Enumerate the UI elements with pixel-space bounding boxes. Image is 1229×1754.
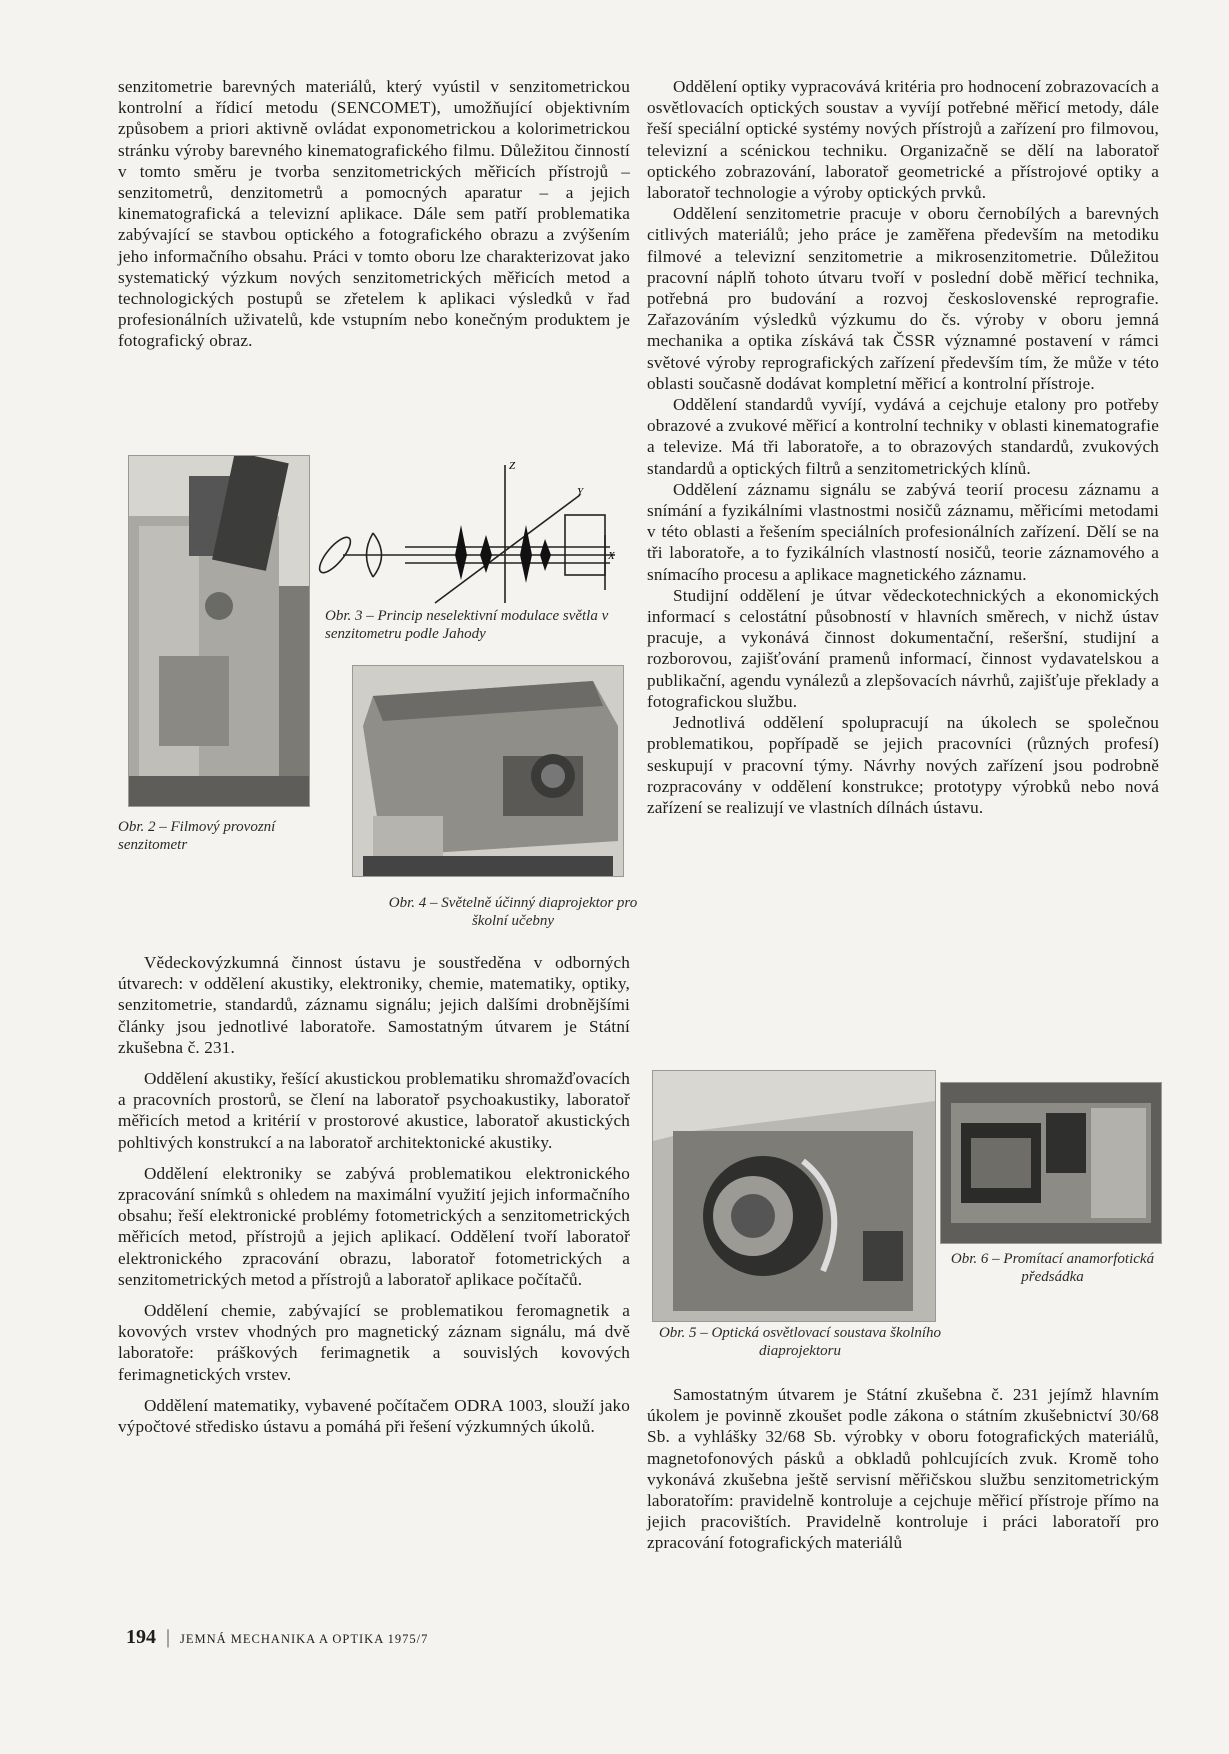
journal-title: JEMNÁ MECHANIKA A OPTIKA 1975/7 (180, 1632, 429, 1646)
left-column-top (118, 76, 630, 352)
axis-z-label: Z (509, 460, 516, 472)
figure-3-caption: Obr. 3 – Princip neselektivní modulace světla v senzitometru podle Jahody (325, 608, 609, 642)
axis-x-label: X (608, 550, 615, 562)
figure-5-photo (652, 1070, 936, 1322)
paragraph-signal-recording: Oddělení záznamu signálu se zabývá teorií procesu záznamu a snímání a fyzikálními vlastnostmi nosičů záznamu, měřicími metodami v této oblasti a řešením speciálních profesionálních zařízení. Dělí se na tři laboratoře, a to fyzikálních vlastností nosičů, teorie záznamového a snímacího procesu a aplikace magnetického záznamu. (647, 479, 1159, 584)
figure-3-diagram (315, 455, 620, 605)
paragraph-mathematics: Oddělení matematiky, vybavené počítačem ODRA 1003, slouží jako výpočtové středisko ústavu a pomáhá při řešení výzkumných úkolů. (118, 1395, 630, 1437)
paragraph-sensitometry-continuation: senzitometrie barevných materiálů, který vyústil v senzitometrickou kontrolní a řídicí metodu (SENCOMET), umožňující objektivním způsobem a priori aktivně ovládat exponometrickou a kolorimetrickou stránku výroby barevného kinematografického filmu. Důležitou činností v tomto směru je tvorba senzitometrických měřicích přístrojů – senzitometrů, denzitometrů a pomocných aparatur – a jejich kinematografická a televizní aplikace. Dále sem patří problematika zabývající se stavbou optického a fotografického obrazu a zvýšením jeho informačního obsahu. Práci v tomto oboru lze charakterizovat jako systematický výzkum nových senzitometrických měřicích metod a technologických postupů se zřetelem k aplikaci výsledků v řad profesionálních uživatelů, kde vstupním nebo konečným produktem je fotografický obraz. (118, 77, 630, 351)
right-column-bottom (647, 1384, 1159, 1554)
footer-separator: | (166, 1626, 171, 1648)
figure-2-caption: Obr. 2 – Filmový provozní senzitometr (118, 819, 276, 853)
paragraph-standards: Oddělení standardů vyvíjí, vydává a cejchuje etalony pro potřeby obrazové a zvukové měřicí a kontrolní techniky v oblasti kinematografie a televize. Má tři laboratoře, a to obrazových standardů, zvukových standardů a optických filtrů a senzitometrických klínů. (647, 395, 1159, 478)
paragraph-electronics: Oddělení elektroniky se zabývá problematikou elektronického zpracování snímků s ohledem na maximální využití jejich informačního obsahu; řeší elektronické problémy fotometrických a senzitometrických měřicích metod, přístrojů a jejich aplikací. Oddělení tvoří laboratoř elektronického zpracování obrazu, laboratoř fotometrických a senzitometrických metod a přístrojů a laboratoř aplikace počítačů. (118, 1163, 630, 1289)
page-number: 194 (126, 1626, 156, 1648)
page-footer (126, 1626, 428, 1649)
figure-2-photo (128, 455, 310, 807)
axis-y-label: Y (577, 486, 584, 498)
figure-6-caption: Obr. 6 – Promítací anamorfotická předsádka (950, 1251, 1155, 1285)
paragraph-state-testing: Samostatným útvarem je Státní zkušebna č. 231 jejímž hlavním úkolem je povinně zkoušet podle zákona o státním zkušebnictví 30/68 Sb. a vyhlášky 32/68 Sb. výrobky v oboru fotografických materiálů, magnetofonových pásků a obkladů pohlcujících zvuk. Kromě toho vykonává zkušebna ještě servisní měřičskou službu senzitometrickým laboratořím: pravidelně kontroluje a cejchuje měřicí přístroje přímo na jejich pracovištích. Pravidelně kontroluje i práci laboratoří pro zpracování fotografických materiálů (647, 1385, 1159, 1553)
paragraph-cooperation: Jednotlivá oddělení spolupracují na úkolech se společnou problematikou, popřípadě se jejich pracovníci (různých profesí) seskupují v pracovní týmy. Návrhy nových zařízení jsou podrobně rozpracovány v oddělení konstrukce; prototypy výrobků nebo nová zařízení se realizují ve vlastních dílnách ústavu. (647, 713, 1159, 817)
figure-4-photo (352, 665, 624, 877)
figure-6-photo (940, 1082, 1162, 1244)
paragraph-chemistry: Oddělení chemie, zabývající se problematikou feromagnetik a kovových vrstev vhodných pro magnetický záznam signálu, má dvě laboratoře: práškových ferimagnetik a souvislých kovových ferimagnetických vrstev. (118, 1301, 630, 1384)
right-column-top (647, 76, 1159, 818)
paragraph-optics: Oddělení optiky vypracovává kritéria pro hodnocení zobrazovacích a osvětlovacích optických soustav a vyvíjí potřebné měřicí metody, dále řeší speciální optické systémy nových přístrojů a zařízení pro filmovou, televizní a scénickou techniku. Organizačně se dělí na laboratoř optického zobrazování, laboratoř geometrické a přístrojové optiky a laboratoř technologie a výroby optických prvků. (647, 77, 1159, 203)
figure-5-caption: Obr. 5 – Optická osvětlovací soustava školního diaprojektoru (658, 1325, 942, 1359)
paragraph-research-overview: Vědeckovýzkumná činnost ústavu je soustředěna v odborných útvarech: v oddělení akustiky, elektroniky, chemie, matematiky, optiky, senzitometrie, standardů, záznamu signálu; jejich dalšími drobnějšími články jsou jednotlivé laboratoře. Samostatným útvarem je Státní zkušebna č. 231. (118, 953, 630, 1057)
left-column-bottom (118, 952, 630, 1437)
paragraph-sensitometry-dept: Oddělení senzitometrie pracuje v oboru černobílých a barevných citlivých materiálů; jeho práce je zaměřena především na metodiku filmové a televizní senzitometrie a mikrosenzitometrie. Důležitou pracovní náplň tohoto útvaru tvoří v poslední době měřicí technika, potřebná pro budování a rozvoj československé reprografie. Zařazováním výsledků výzkumu do čs. výroby v oboru jemná mechanika a optika získává tak ČSSR významné postavení v rámci světové výroby reprografických zařízení především tím, že může v této oblasti současně dodávat kompletní měřicí a kontrolní přístroje. (647, 204, 1159, 393)
figure-4-caption: Obr. 4 – Světelně účinný diaprojektor pro školní učebny (388, 895, 638, 929)
paragraph-study-department: Studijní oddělení je útvar vědeckotechnických a ekonomických informací s celostátní působností v hlavních směrech, v nichž ústav pracuje, a vykonává činnost dokumentační, rešeršní, studijní a rozborovou, zajišťování pramenů informací, činnost vydavatelskou a publikační, agendu vynálezů a zlepšovacích návrhů, zajišťuje překlady a fotografickou službu. (647, 585, 1159, 711)
paragraph-acoustics: Oddělení akustiky, řešící akustickou problematiku shromažďovacích a pracovních prostorů, se člení na laboratoř psychoakustiky, laboratoř měřicích metod a kritérií v prostorové akustice, laboratoř akustických pohltivých konstrukcí a na laboratoř architektonické akustiky. (118, 1069, 630, 1152)
